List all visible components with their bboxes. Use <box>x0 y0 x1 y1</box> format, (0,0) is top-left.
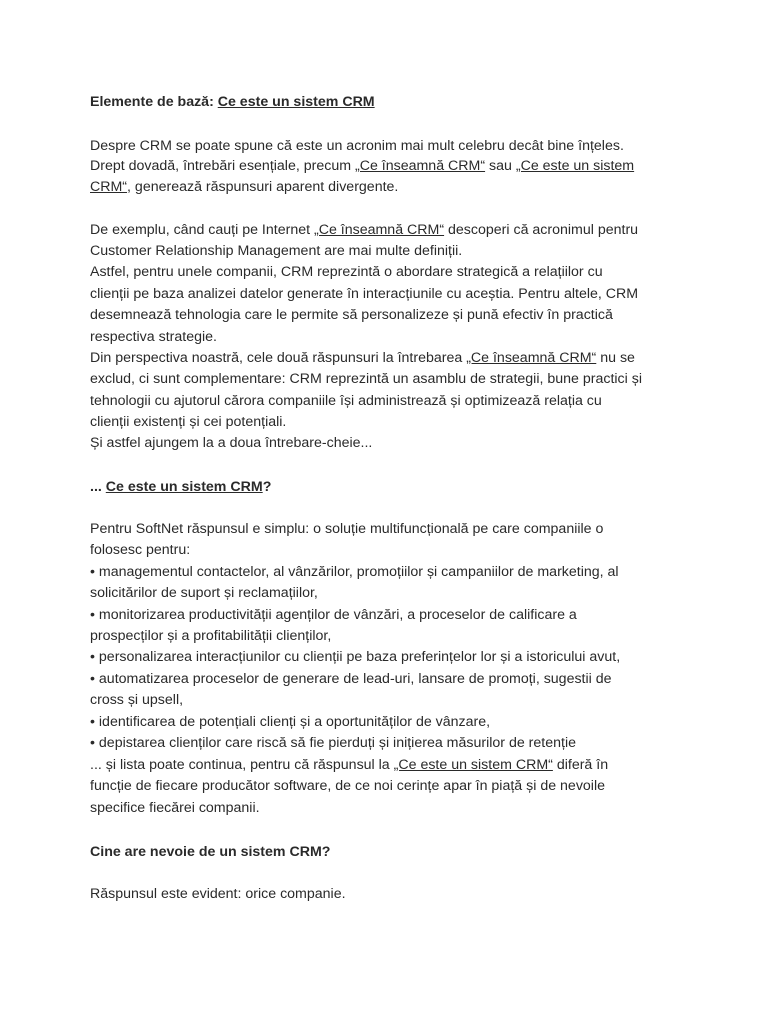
link-ce-este-un-sistem-crm[interactable]: „Ce este un sistem <box>515 158 635 174</box>
text-run: , generează răspunsuri aparent divergente. <box>127 179 399 195</box>
paragraph-line <box>90 348 635 368</box>
paragraph-line: Astfel, pentru unele companii, CRM reprezintă o abordare strategică a relațiilor cu <box>90 264 603 280</box>
paragraph-line: Și astfel ajungem la a doua întrebare-cheie... <box>90 435 373 451</box>
paragraph-line: respectiva strategie. <box>90 329 217 345</box>
paragraph-line: folosesc pentru: <box>90 542 191 558</box>
link-ce-este-un-sistem-crm[interactable]: Ce este un sistem CRM <box>217 94 375 110</box>
paragraph-line: exclud, ci sunt complementare: CRM reprezintă un asamblu de strategii, bune practici și <box>90 371 642 387</box>
paragraph-line: funcție de fiecare producător software, de ce noi cerințe apar în piață și de nevoile <box>90 778 605 794</box>
intro-line: Despre CRM se poate spune că este un acronim mai mult celebru decât bine înțeles. <box>90 138 624 154</box>
paragraph-line: Pentru SoftNet răspunsul e simplu: o soluție multifuncțională pe care companiile o <box>90 521 604 537</box>
text-run: Din perspectiva noastră, cele două răspunsuri la întrebarea <box>90 350 467 366</box>
bullet-line: • personalizarea interacțiunilor cu clienții pe baza preferințelor lor și a istoricului avut, <box>90 649 621 665</box>
paragraph-line: clienții existenți și cei potențiali. <box>90 414 287 430</box>
link-ce-este-un-sistem-crm[interactable]: Ce este un sistem CRM <box>105 479 263 495</box>
text-run: Drept dovadă, întrebări esențiale, precum <box>90 158 355 174</box>
text-run: sau <box>485 158 516 174</box>
paragraph-line: Customer Relationship Management are mai multe definiții. <box>90 243 463 259</box>
bullet-line: • identificarea de potențiali clienți și a oportunităților de vânzare, <box>90 714 491 730</box>
intro-line <box>90 156 634 176</box>
paragraph-line <box>90 755 608 775</box>
paragraph-line <box>90 220 638 240</box>
paragraph-line: desemnează tehnologia care le permite să personalizeze și pună efectiv în practică <box>90 307 613 323</box>
link-ce-este-un-sistem-crm[interactable]: „Ce este un sistem CRM“ <box>393 757 553 773</box>
bullet-line: • managementul contactelor, al vânzărilor, promoțiilor și campaniilor de marketing, al <box>90 564 619 580</box>
link-ce-este-un-sistem-crm-cont[interactable]: CRM“ <box>90 179 128 195</box>
heading-cine-are-nevoie: Cine are nevoie de un sistem CRM? <box>90 844 331 860</box>
bullet-line: solicitărilor de suport și reclamațiilor, <box>90 585 318 601</box>
paragraph-line: tehnologii cu ajutorul cărora companiile își administrează și optimizează relația cu <box>90 393 602 409</box>
paragraph-line: clienții pe baza analizei datelor generate în interacțiunile cu aceștia. Pentru altele, CRM <box>90 286 639 302</box>
link-ce-inseamna-crm[interactable]: „Ce înseamnă CRM“ <box>466 350 597 366</box>
heading-elemente-de-baza <box>90 92 375 112</box>
text-run: ... și lista poate continua, pentru că răspunsul la <box>90 757 394 773</box>
bullet-line: cross și upsell, <box>90 692 184 708</box>
heading-ce-este-un-sistem-crm <box>90 477 271 497</box>
paragraph-line: Răspunsul este evident: orice companie. <box>90 886 346 902</box>
link-ce-inseamna-crm[interactable]: „Ce înseamnă CRM“ <box>354 158 486 174</box>
paragraph-line: specifice fiecărei companii. <box>90 800 260 816</box>
heading-prefix: ... <box>90 479 106 495</box>
intro-line <box>90 177 398 197</box>
bullet-line: • automatizarea proceselor de generare de lead-uri, lansare de promoți, sugestii de <box>90 671 612 687</box>
text-run: descoperi că acronimul pentru <box>444 222 639 238</box>
text-run: De exemplu, când cauți pe Internet <box>90 222 314 238</box>
heading-prefix: Elemente de bază: <box>90 94 218 110</box>
bullet-line: prospecților și a profitabilității clienților, <box>90 628 332 644</box>
text-run: nu se <box>596 350 635 366</box>
text-run: diferă în <box>552 757 609 773</box>
heading-suffix: ? <box>262 479 272 495</box>
bullet-line: • depistarea clienților care riscă să fie pierduți și inițierea măsurilor de retenție <box>90 735 576 751</box>
bullet-line: • monitorizarea productivității agenților de vânzări, a proceselor de calificare a <box>90 607 577 623</box>
link-ce-inseamna-crm[interactable]: „Ce înseamnă CRM“ <box>313 222 445 238</box>
